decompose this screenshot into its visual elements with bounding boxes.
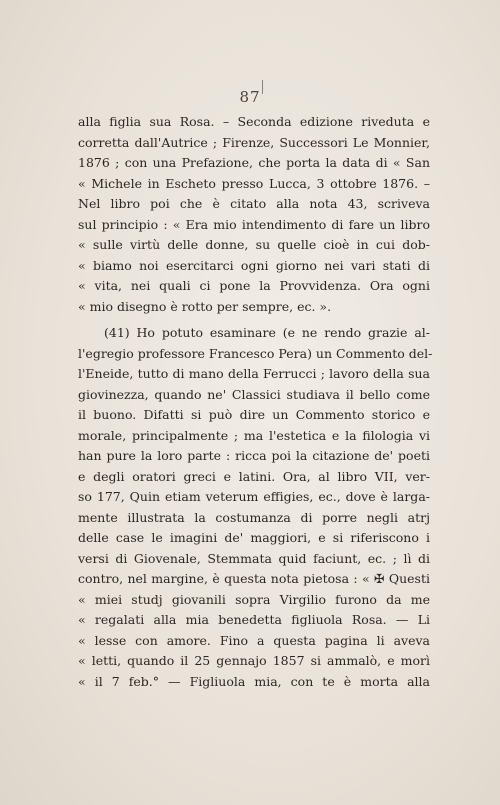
text-line: « sulle virtù delle donne, su quelle cioè in cui dob- [78, 237, 430, 252]
paragraph-2 [78, 323, 433, 692]
body-text [78, 112, 433, 692]
text-line: Nel libro poi che è citato alla nota 43, scriveva [78, 196, 430, 211]
text-line: (41) Ho potuto esaminare (e ne rendo grazie al- [104, 325, 430, 340]
paragraph-1 [78, 112, 430, 317]
text-line: « Michele in Escheto presso Lucca, 3 ottobre 1876. – [78, 175, 430, 191]
text-line: han pure la loro parte : ricca poi la citazione de' poeti [78, 448, 430, 463]
text-line: delle case le imagini de' maggiori, e si riferiscono i [78, 530, 430, 545]
text-line: « mio disegno è rotto per sempre, ec. ». [78, 298, 332, 314]
text-line: il buono. Difatti si può dire un Commento storico e [78, 407, 430, 422]
text-line: so 177, Quin etiam veterum effigies, ec., dove è larga- [78, 489, 430, 504]
text-line: « il 7 feb.° — Figliuola mia, con te è morta alla [78, 673, 430, 689]
text-line: « vita, nei quali ci pone la Provvidenza. Ora ogni [78, 278, 430, 293]
text-line: corretta dall'Autrice ; Firenze, Successori Le Monnier, [78, 134, 430, 150]
text-line: « lesse con amore. Fino a questa pagina li aveva [78, 632, 430, 648]
text-line: giovinezza, quando ne' Classici studiava il bello come [78, 386, 430, 402]
text-line: morale, principalmente ; ma l'estetica e la filologia vi [78, 427, 430, 443]
page-number: 87 [239, 88, 261, 106]
text-line: contro, nel margine, è questa nota pietosa : « ✠ Questi [78, 571, 430, 586]
text-line: l'egregio professore Francesco Pera) un Commento del- [78, 345, 433, 361]
text-line: versi di Giovenale, Stemmata quid faciunt, ec. ; lì di [78, 550, 430, 566]
text-line: 1876 ; con una Prefazione, che porta la data di « San [78, 155, 430, 170]
text-line: sul principio : « Era mio intendimento di fare un libro [78, 216, 430, 232]
text-line: mente illustrata la costumanza di porre negli atrj [78, 509, 430, 525]
text-line: alla figlia sua Rosa. – Seconda edizione riveduta e [78, 114, 430, 129]
text-line: « miei studj giovanili sopra Virgilio furono da me [78, 591, 430, 607]
text-line: « biamo noi esercitarci ogni giorno nei vari stati di [78, 257, 430, 273]
text-line: l'Eneide, tutto di mano della Ferrucci ; lavoro della sua [78, 366, 430, 381]
text-line: « regalati alla mia benedetta figliuola Rosa. — Li [78, 612, 430, 627]
text-line: e degli oratori greci e latini. Ora, al libro VII, ver- [78, 468, 430, 484]
text-line: « letti, quando il 25 gennajo 1857 si ammalò, e morì [78, 653, 430, 668]
